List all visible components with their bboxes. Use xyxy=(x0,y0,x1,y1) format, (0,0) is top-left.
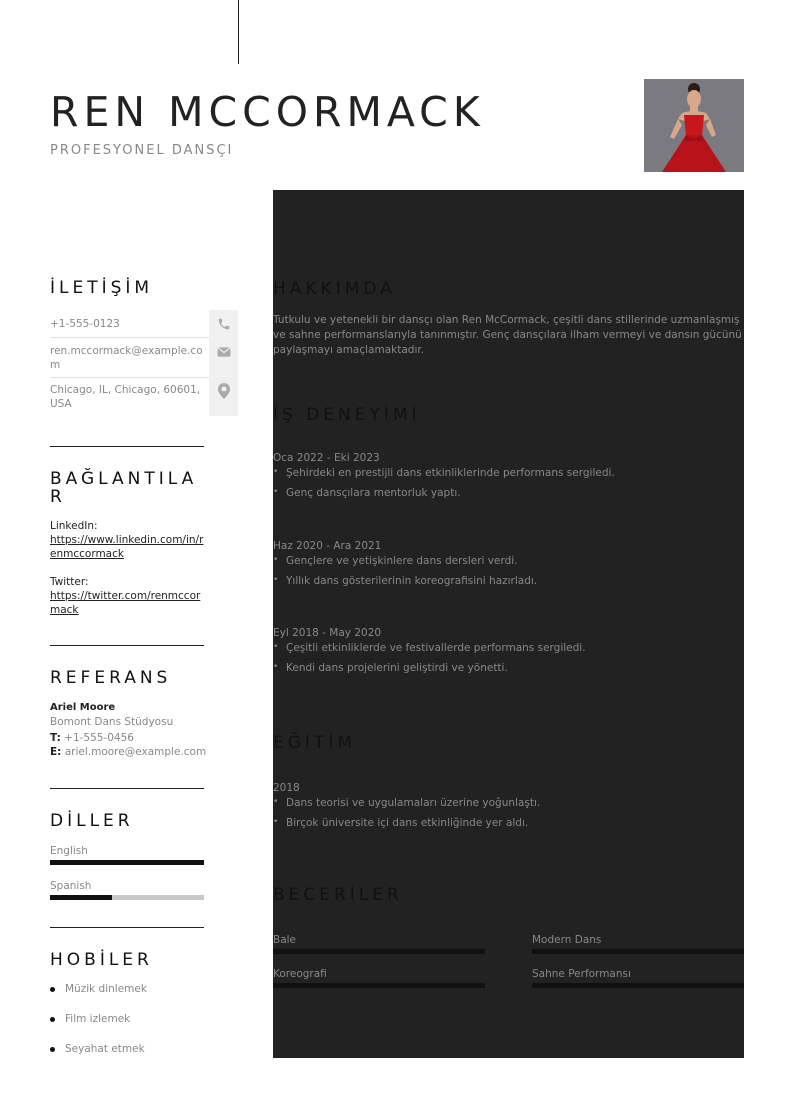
divider-top xyxy=(238,0,239,64)
job-entry xyxy=(273,437,744,499)
dancer-illustration xyxy=(644,79,744,172)
profile-photo xyxy=(644,79,744,172)
education-title: EĞİTİM xyxy=(273,733,356,753)
skill-item xyxy=(532,933,744,954)
hobby-item: Seyahat etmek xyxy=(50,1043,145,1055)
skill-name: Modern Dans xyxy=(532,934,602,946)
map-pin-icon xyxy=(209,366,238,416)
skill-level-bar xyxy=(273,983,485,988)
section-divider xyxy=(273,862,744,863)
reference-name: Ariel Moore xyxy=(50,702,116,713)
section-divider xyxy=(273,382,744,383)
section-divider xyxy=(50,927,204,928)
skill-name: Bale xyxy=(273,934,297,946)
reference-phone-label: T: xyxy=(50,732,61,744)
language-level-bar xyxy=(50,895,204,900)
education-bullet: • Birçok üniversite içi dans etkinliğinde yer aldı. xyxy=(273,817,744,829)
job-bullet: • Genç dansçılara mentorluk yaptı. xyxy=(273,487,744,499)
reference-email-label: E: xyxy=(50,746,62,758)
reference-email[interactable]: ariel.moore@example.com xyxy=(64,746,207,758)
skill-item xyxy=(273,933,485,954)
section-divider xyxy=(50,645,204,646)
reference-phone[interactable]: +1-555-0456 xyxy=(64,732,134,744)
job-entry xyxy=(273,612,744,674)
phone-icon xyxy=(209,310,238,338)
job-entry xyxy=(273,525,744,587)
hobby-item: Müzik dinlemek xyxy=(50,983,147,995)
education-degree: Dans ve Performans Sanatları Lisansı, Chicago Sanat Üniversitesi, Chicago xyxy=(273,767,727,780)
contact-email[interactable]: ren.mccormack@example.com xyxy=(50,345,203,371)
section-divider xyxy=(50,446,204,447)
skills-title: BECERİLER xyxy=(273,885,403,905)
section-divider xyxy=(273,709,744,710)
reference-company: Bomont Dans Stüdyosu xyxy=(50,716,174,728)
about-text: Tutkulu ve yetenekli bir dansçı olan Ren McCormack, çeşitli dans stillerinde uzmanlaşmış ve sahne performanslarıyla tanınmıştır. Genç dansçılara ilham vermeyi ve dansın gücünü paylaşmayı amaçlamaktadır. xyxy=(273,314,742,356)
job-title: Baş Dansçı, Chicago Dans Topluluğu, Chicago xyxy=(273,437,550,450)
link-label-twitter: Twitter: xyxy=(50,576,89,588)
link-twitter[interactable]: https://twitter.com/renmccormack xyxy=(50,590,201,616)
education-section xyxy=(273,733,744,829)
language-level-bar xyxy=(50,860,204,865)
reference-block xyxy=(50,701,220,759)
hobby-item: Film izlemek xyxy=(50,1013,130,1025)
job-bullet: • Yıllık dans gösterilerinin koreografisini hazırladı. xyxy=(273,575,744,587)
job-bullet: • Kendi dans projelerini geliştirdi ve yönetti. xyxy=(273,662,744,674)
experience-title: İŞ DENEYİMİ xyxy=(273,405,421,425)
section-divider xyxy=(50,788,204,789)
contact-address: Chicago, IL, Chicago, 60601, USA xyxy=(50,384,201,410)
links-title: BAĞLANTILAR xyxy=(50,469,198,507)
link-linkedin[interactable]: https://www.linkedin.com/in/renmccormack xyxy=(50,534,204,560)
education-bullet: • Dans teorisi ve uygulamaları üzerine yoğunlaştı. xyxy=(273,797,744,809)
languages-title: DİLLER xyxy=(50,811,134,831)
reference-title: REFERANS xyxy=(50,668,172,688)
links-list xyxy=(50,519,204,617)
language-name: English xyxy=(50,845,88,857)
job-date: Haz 2020 - Ara 2021 xyxy=(273,540,382,552)
language-level-fill xyxy=(50,895,112,900)
job-title: Dans Eğitmeni, Bomont Dans Stüdyosu, Bomont xyxy=(273,525,566,538)
about-section xyxy=(273,279,744,358)
language-name: Spanish xyxy=(50,880,92,892)
job-bullet: • Şehirdeki en prestijli dans etkinliklerinde performans sergiledi. xyxy=(273,467,744,479)
contact-title: İLETİŞİM xyxy=(50,278,154,298)
languages-list xyxy=(50,844,204,900)
job-title: Serbest Dansçı, Bağımsız, Chicago xyxy=(273,612,484,625)
language-level-fill xyxy=(50,860,204,865)
link-label-linkedin: LinkedIn: xyxy=(50,520,98,532)
skill-item xyxy=(532,967,744,988)
reference-email-line xyxy=(50,745,220,759)
job-date: Eyl 2018 - May 2020 xyxy=(273,627,382,639)
skill-level-bar xyxy=(532,949,744,954)
job-bullet: • Gençlere ve yetişkinlere dans dersleri verdi. xyxy=(273,555,744,567)
skill-level-bar xyxy=(273,949,485,954)
person-name: REN MCCORMACK xyxy=(50,88,485,136)
reference-phone-line xyxy=(50,731,220,745)
skill-level-bar xyxy=(532,983,744,988)
about-title: HAKKIMDA xyxy=(273,279,396,299)
job-bullet: • Çeşitli etkinliklerde ve festivallerde performans sergiledi. xyxy=(273,642,744,654)
hobbies-title: HOBİLER xyxy=(50,950,153,970)
skill-item xyxy=(273,967,485,988)
skill-name: Sahne Performansı xyxy=(532,968,631,980)
job-date: Oca 2022 - Eki 2023 xyxy=(273,452,380,464)
envelope-icon xyxy=(209,338,238,366)
skill-name: Koreografi xyxy=(273,968,327,980)
education-year: 2018 xyxy=(273,782,300,794)
section-divider xyxy=(273,255,744,256)
contact-phone[interactable]: +1-555-0123 xyxy=(50,318,120,330)
job-subtitle: PROFESYONEL DANSÇI xyxy=(50,143,234,158)
